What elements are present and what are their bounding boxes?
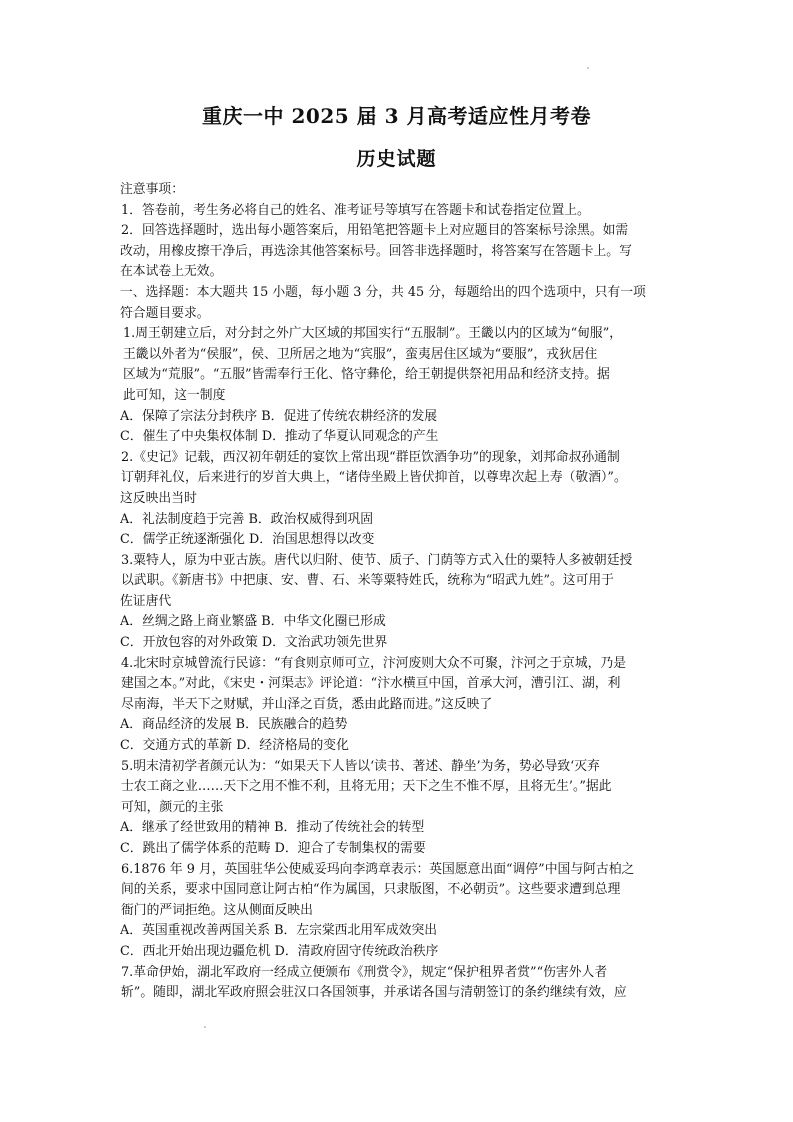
text-line: C．儒学正统逐渐强化 D．治国思想得以改变 — [120, 532, 375, 548]
text-line: C．跳出了儒学体系的范畴 D．迎合了专制集权的需要 — [120, 841, 426, 856]
text-line: 1.周王朝建立后，对分封之外广大区域的邦国实行“五服制”。王畿以内的区域为“甸服”， — [123, 326, 623, 342]
text-line: 王畿以外者为“侯服”，侯、卫所居之地为“宾服”，蛮夷居住区域为“要服”，戎狄居住 — [123, 346, 598, 362]
scan-speck — [204, 1026, 206, 1028]
text-line: 4.北宋时京城曾流行民谚：“有食则京师可立，汴河废则大众不可聚，汴河之于京城，乃是 — [121, 655, 627, 671]
text-line: 1．答卷前，考生务必将自己的姓名、准考证号等填写在答题卡和试卷指定位置上。 — [121, 202, 590, 218]
text-line: 衙门的严词拒绝。这从侧面反映出 — [121, 902, 313, 918]
text-line: C．催生了中央集权体制 D．推动了华夏认同观念的产生 — [120, 429, 439, 445]
text-line: 2．回答选择题时，选出每小题答案后，用铅笔把答题卡上对应题目的答案标号涂黑。如需 — [121, 223, 629, 239]
text-line: 6.1876 年 9 月，英国驻华公使威妥玛向李鸿章表示：英国愿意出面“调停”中国与阿古柏之 — [121, 861, 635, 877]
text-line: 斩”。随即，湖北军政府照会驻汉口各国领事，并承诺各国与清朝签订的条约继续有效，应 — [121, 985, 627, 1001]
text-line: A．继承了经世致用的精神 B．推动了传统社会的转型 — [120, 820, 425, 836]
text-line: 此可知，这一制度 — [123, 387, 226, 403]
subject-title: 历史试题 — [356, 148, 437, 170]
text-line: A．商品经济的发展 B．民族融合的趋势 — [120, 717, 348, 733]
text-line: 以武职。《新唐书》中把康、安、曹、石、米等粟特姓氏，统称为“昭武九姓”。这可用于 — [121, 573, 614, 589]
text-line: 订朝拜礼仪，后来进行的岁首大典上，“诸侍坐殿上皆伏抑首，以尊卑次起上寿（敬酒）”。 — [121, 470, 627, 486]
text-line: A．英国重视改善两国关系 B．左宗棠西北用军成效突出 — [120, 923, 438, 939]
text-line: 佐证唐代 — [120, 593, 172, 609]
text-line: C．交通方式的革新 D．经济格局的变化 — [120, 738, 349, 754]
text-line: 改动，用橡皮擦干净后，再选涂其他答案标号。回答非选择题时，将答案写在答题卡上。写 — [120, 243, 632, 259]
text-line: 尽南海，半天下之财赋，并山泽之百货，悉由此路而进。”这反映了 — [121, 696, 493, 712]
text-line: 3.粟特人，原为中亚古族。唐代以归附、使节、质子、门荫等方式入仕的粟特人多被朝廷授 — [121, 552, 633, 568]
text-line: C．开放包容的对外政策 D．文治武功领先世界 — [120, 635, 388, 651]
text-line: 一、选择题：本大题共 15 小题，每小题 3 分，共 45 分，每题给出的四个选项中，只有一项 — [120, 284, 646, 300]
exam-body — [120, 180, 680, 1004]
text-line: 符合题目要求。 — [120, 305, 210, 321]
text-line: 2.《史记》记载，西汉初年朝廷的宴饮上常出现“群臣饮酒争功”的现象，刘邦命叔孙通制 — [121, 449, 620, 465]
text-line: A．丝绸之路上商业繁盛 B．中华文化圈已形成 — [120, 614, 386, 630]
exam-title: 重庆一中 2025 届 3 月高考适应性月考卷 — [202, 104, 591, 128]
text-line: 间的关系，要求中国同意让阿古柏“作为属国，只隶版图，不必朝贡”。这些要求遭到总理 — [121, 882, 621, 898]
text-line: 士农工商之业……天下之用不惟不利，且将无用；天下之生不惟不厚，且将无生’。”据此 — [121, 779, 612, 795]
text-line: A．保障了宗法分封秩序 B．促进了传统农耕经济的发展 — [120, 408, 438, 424]
scan-speck — [587, 67, 589, 69]
text-line: 注意事项： — [120, 182, 184, 197]
text-line: 区域为“荒服”。“五服”皆需奉行王化、恪守彝伦，给王朝提供祭祀用品和经济支持。据 — [123, 367, 610, 383]
text-line: 这反映出当时 — [120, 490, 197, 506]
text-line: 可知，颜元的主张 — [121, 799, 224, 815]
text-line: 7.革命伊始，湖北军政府一经成立便颁布《刑赏令》，规定“保护租界者赏”“伤害外人者 — [121, 964, 608, 980]
text-line: 5.明末清初学者颜元认为：“如果天下人皆以‘读书、著述、静坐’为务，势必导致‘灭弃 — [121, 758, 600, 774]
text-line: 在本试卷上无效。 — [120, 264, 223, 280]
text-line: C．西北开始出现边疆危机 D．清政府固守传统政治秩序 — [120, 943, 439, 959]
text-line: A．礼法制度趋于完善 B．政治权威得到巩固 — [120, 511, 374, 527]
text-line: 建国之本。”对此，《宋史・河渠志》评论道：“汴水横亘中国，首承大河，漕引江、湖，利 — [121, 676, 621, 692]
